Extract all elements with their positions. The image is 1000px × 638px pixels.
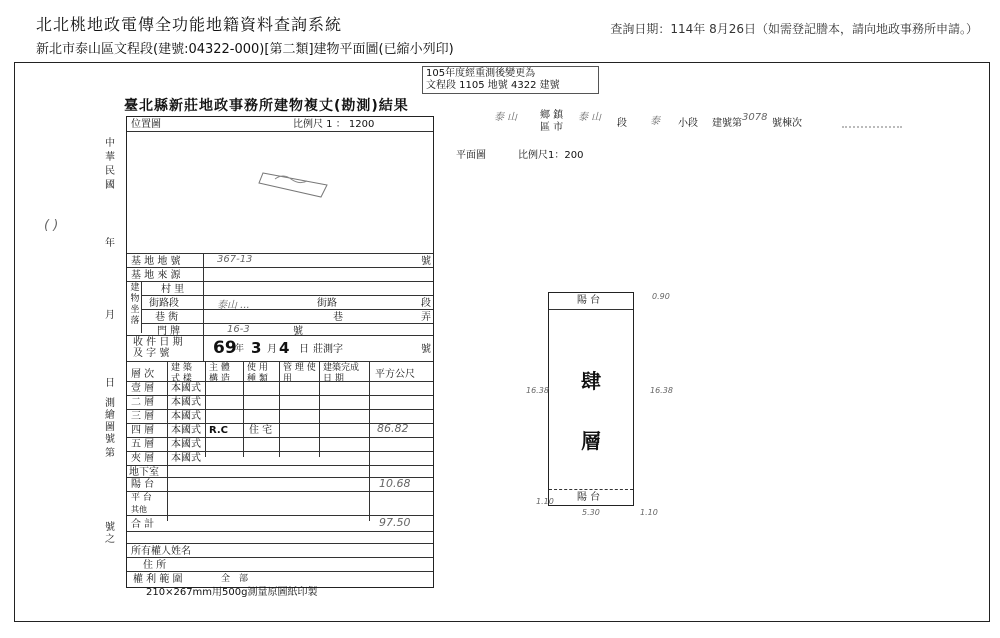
margin-label: 國 [105, 180, 115, 191]
location-sketch [257, 159, 337, 199]
col-complete: 建築完成 日 期 [323, 363, 360, 384]
plan-floor-char-1: 肆 [581, 369, 601, 393]
floor-4-kind: 本國式 [171, 425, 201, 436]
form-line [127, 409, 433, 410]
balcony-area: 10.68 [379, 477, 411, 490]
margin-mark: ( ) [44, 218, 59, 233]
form-line [127, 335, 433, 336]
form-line [127, 451, 433, 452]
plan-label: 平面圖 [456, 150, 486, 161]
date-day-unit: 日 [299, 344, 309, 355]
building-location-label: 建物坐落 [130, 283, 140, 326]
location-map-label: 位置圖 [131, 119, 161, 130]
form-line [127, 361, 433, 362]
section-label: 段 [617, 118, 627, 129]
location-map-scale: 比例尺 1 ： 1200 [293, 119, 375, 130]
receive-date-label: 收 件 日 期 [133, 337, 183, 348]
total-area: 97.50 [379, 516, 411, 529]
col-manage: 管 理 使 用 [283, 363, 316, 384]
floor-4-structure: R.C [209, 425, 229, 436]
plan-balcony-line-top [549, 309, 633, 310]
margin-label: 中 [105, 138, 115, 149]
margin-label: 繪 [105, 410, 115, 421]
renumber-note [422, 66, 599, 94]
floor-2-kind: 本國式 [171, 397, 201, 408]
plan-floor-char-2: 層 [581, 429, 601, 453]
col-kind: 建 築 式 樣 [171, 363, 192, 384]
handwritten-district: 泰 山 [494, 112, 518, 123]
lane-suffix: 巷 [333, 312, 343, 323]
margin-label: 日 [105, 378, 115, 389]
col-floor: 層 次 [131, 369, 155, 380]
door-label: 門 牌 [157, 326, 181, 337]
floor-plan [548, 292, 634, 506]
balcony-label: 陽 台 [131, 479, 155, 490]
form-line [127, 395, 433, 396]
lot-source-label: 基 地 來 源 [131, 270, 181, 281]
renumber-note-line1: 105年度經重測後變更為 [426, 68, 536, 79]
margin-label: 年 [105, 238, 115, 249]
margin-label: 之 [105, 534, 115, 545]
plan-bottom-balcony: 陽 台 [577, 492, 601, 503]
floor-3-kind: 本國式 [171, 411, 201, 422]
form-line [141, 309, 433, 310]
form-line [141, 295, 433, 296]
subsection-label: 小段 [678, 118, 698, 129]
floor-mezz-label: 夾 層 [131, 453, 155, 464]
owner-address-label: 住 所 [143, 560, 167, 571]
form-line [203, 253, 204, 361]
road-label: 街路段 [149, 298, 179, 309]
floor-3-label: 三 層 [131, 411, 155, 422]
document-subtitle: 新北市泰山區文程段(建號:04322-000)[第二類]建物平面圖(已縮小列印) [36, 42, 454, 57]
form-line [127, 437, 433, 438]
basement-label: 地下室 [129, 467, 159, 478]
plan-dim-left: 16.38 [526, 386, 549, 395]
form-line [127, 267, 433, 268]
handwritten-subsection: 泰 [650, 116, 660, 127]
margin-label: 第 [105, 448, 115, 459]
date-month-unit: 月 [267, 344, 277, 355]
date-year-unit: 年 [235, 344, 245, 354]
platform-label: 平 台 [131, 493, 152, 503]
floor-1-label: 壹 層 [131, 383, 155, 394]
lot-no-label: 基 地 地 號 [131, 256, 181, 267]
floor-5-kind: 本國式 [171, 439, 201, 450]
receive-no-suffix: 號 [421, 344, 431, 355]
receive-no-label: 及 字 號 [133, 348, 170, 359]
owner-name-label: 所有權人姓名 [131, 546, 191, 557]
form-line [369, 361, 370, 521]
plan-dim-bottom-left: 1.10 [536, 497, 554, 506]
renumber-note-line2: 文程段 1105 地號 4322 建號 [426, 80, 560, 91]
form-line [127, 491, 433, 492]
form-title: 臺北縣新莊地政事務所建物複丈(勘測)結果 [124, 98, 409, 114]
form-line [127, 571, 433, 572]
plan-top-balcony: 陽 台 [577, 295, 601, 306]
floor-4-area: 86.82 [377, 422, 409, 435]
floor-2-label: 二 層 [131, 397, 155, 408]
rights-label: 權 利 範 圍 [133, 574, 183, 585]
margin-label: 號 [105, 434, 115, 445]
plan-dim-top: 0.90 [652, 292, 670, 301]
office-code: 莊測字 [313, 344, 343, 355]
col-structure: 主 體 構 造 [209, 363, 230, 384]
road-value: 泰山 ... [217, 300, 250, 311]
handwritten-section: 泰 山 [578, 112, 602, 123]
road-suffix: 街路 [317, 298, 337, 309]
date-month: 3 [251, 339, 262, 357]
lot-no-value: 367-13 [217, 254, 253, 265]
survey-form [126, 116, 434, 588]
lane-label: 巷 衖 [155, 312, 179, 323]
town-label: 鄉 鎮 [540, 110, 564, 121]
redacted-mark [842, 126, 902, 128]
form-line [127, 131, 433, 132]
floor-4-label: 四 層 [131, 425, 155, 436]
plan-balcony-line-bottom [549, 489, 633, 490]
total-label: 合 計 [131, 519, 155, 530]
margin-label: 華 [105, 152, 115, 163]
floor-mezz-kind: 本國式 [171, 453, 201, 464]
plan-scale: 比例尺1：200 [518, 150, 584, 161]
form-line [127, 531, 433, 532]
margin-label: 月 [105, 310, 115, 321]
form-footnote: 210×267mm用500g測量原圖紙印製 [146, 587, 318, 598]
form-line [141, 323, 433, 324]
village-label: 村 里 [161, 284, 185, 295]
form-line [127, 557, 433, 558]
form-line [127, 253, 433, 254]
col-use: 使 用 種 類 [247, 363, 268, 384]
form-line [167, 361, 168, 521]
other-label: 其他 [131, 505, 147, 514]
date-year: 69 [213, 338, 237, 358]
floor-1-kind: 本國式 [171, 383, 201, 394]
plan-dim-bottom-right: 1.10 [640, 508, 658, 517]
city-label: 區 市 [540, 122, 564, 133]
door-value: 16-3 [227, 324, 250, 335]
form-line [127, 465, 433, 466]
plan-dim-right: 16.38 [650, 386, 673, 395]
margin-label: 號 [105, 522, 115, 533]
form-line [127, 543, 433, 544]
date-day: 4 [279, 339, 290, 357]
form-line [127, 281, 433, 282]
build-no-label: 建號第 [712, 118, 742, 129]
plan-dim-bottom: 5.30 [582, 508, 600, 517]
floor-5-label: 五 層 [131, 439, 155, 450]
page-title: 北北桃地政電傳全功能地籍資料查詢系統 [36, 15, 343, 34]
alley-suffix: 弄 [421, 312, 431, 323]
door-suffix: 號 [293, 326, 303, 337]
query-date-info: 查詢日期：114年 8月26日（如需登記謄本，請向地政事務所申請。） [610, 22, 978, 36]
form-line [141, 281, 142, 333]
margin-label: 圖 [105, 422, 115, 433]
margin-label: 測 [105, 398, 115, 409]
rights-value: 全 部 [221, 574, 249, 584]
margin-label: 民 [105, 166, 115, 177]
lot-no-suffix: 號 [421, 256, 431, 267]
form-line [127, 381, 433, 382]
col-area: 平方公尺 [375, 369, 415, 380]
build-no-suffix: 號棟次 [772, 118, 802, 129]
road-section-suffix: 段 [421, 298, 431, 309]
floor-4-use: 住 宅 [249, 425, 273, 436]
handwritten-build-no: 3078 [742, 112, 768, 123]
